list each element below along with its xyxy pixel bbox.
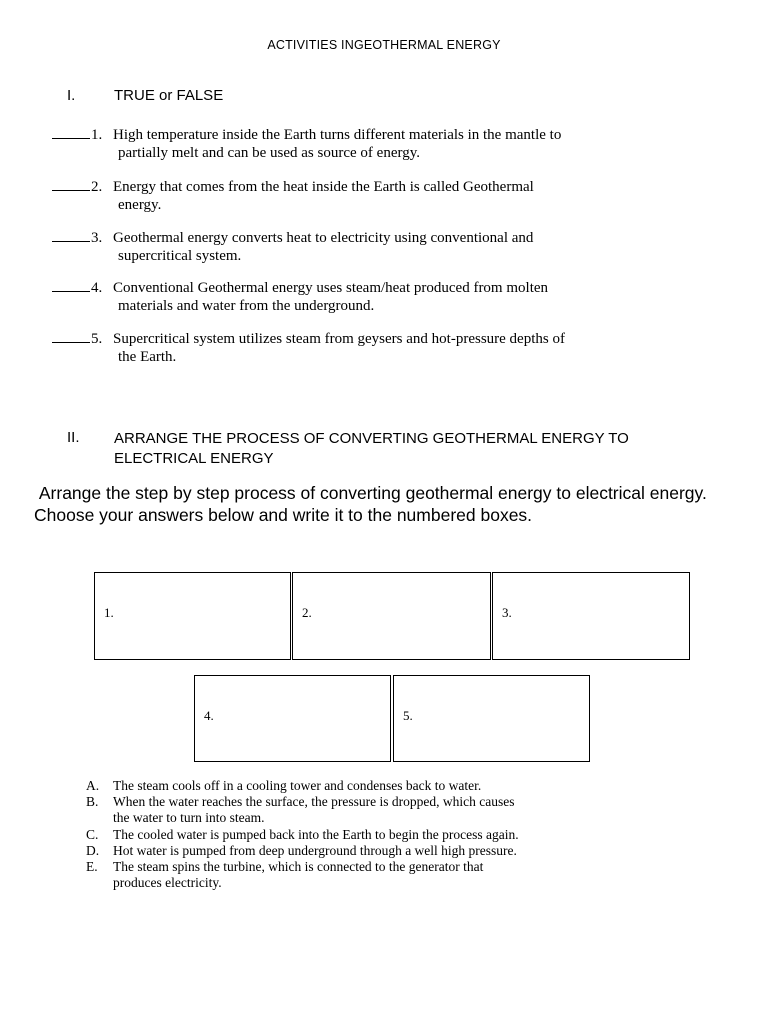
- tf-item-text-cont: energy.: [118, 197, 162, 213]
- section-1-heading: TRUE or FALSE: [114, 87, 224, 104]
- choice-item: B. When the water reaches the surface, the pressure is dropped, which causes: [86, 794, 515, 810]
- tf-item-text-cont: the Earth.: [118, 349, 177, 365]
- tf-item-text: High temperature inside the Earth turns different materials in the mantle to: [113, 127, 562, 143]
- instructions: Arrange the step by step process of converting geothermal energy to electrical energy. Choose your answers below and write it to the numbered boxes.: [34, 483, 712, 525]
- choice-item: E. The steam spins the turbine, which is connected to the generator that: [86, 859, 484, 875]
- tf-item: 5. Supercritical system utilizes steam from geysers and hot-pressure depths of the Earth.: [52, 330, 724, 366]
- answer-blank[interactable]: [52, 279, 90, 292]
- tf-item-text: Conventional Geothermal energy uses steam/heat produced from molten: [113, 280, 549, 296]
- tf-item: 4. Conventional Geothermal energy uses steam/heat produced from molten materials and water from the underground.: [52, 279, 724, 315]
- section-2-heading: ARRANGE THE PROCESS OF CONVERTING GEOTHERMAL ENERGY TO ELECTRICAL ENERGY: [114, 430, 629, 467]
- page-title: ACTIVITIES INGEOTHERMAL ENERGY: [267, 38, 501, 52]
- section-2-number: II.: [67, 429, 80, 446]
- choices-list: A. The steam cools off in a cooling tower and condenses back to water. B. When the water reaches the surface, the pressure is dropped, which causes the water to turn into steam. C. The cooled water is pumped back into the Earth to begin the process again. D. Hot water is pumped from deep underground through a well high pressure. E. The steam spins the turbine, which is connected to the generator that produces electricity.: [86, 778, 728, 891]
- tf-item-text-cont: materials and water from the underground.: [118, 298, 375, 314]
- choice-item: D. Hot water is pumped from deep underground through a well high pressure.: [86, 842, 517, 858]
- tf-item-text-cont: partially melt and can be used as source of energy.: [118, 145, 420, 161]
- answer-box-4[interactable]: 4.: [194, 675, 391, 762]
- choice-item: C. The cooled water is pumped back into the Earth to begin the process again.: [86, 826, 519, 842]
- tf-item-text: Energy that comes from the heat inside the Earth is called Geothermal: [113, 179, 534, 195]
- tf-item: 2. Energy that comes from the heat inside the Earth is called Geothermal energy.: [52, 178, 724, 214]
- tf-item-text: Supercritical system utilizes steam from geysers and hot-pressure depths of: [113, 331, 565, 347]
- choice-item: A. The steam cools off in a cooling tower and condenses back to water.: [86, 778, 482, 793]
- answer-box-5[interactable]: 5.: [393, 675, 590, 762]
- tf-item: 3. Geothermal energy converts heat to electricity using conventional and supercritical system.: [52, 229, 724, 265]
- tf-item: 1. High temperature inside the Earth turns different materials in the mantle to partially melt and can be used as source of energy.: [52, 126, 724, 162]
- answer-blank[interactable]: [52, 330, 90, 343]
- tf-item-text: Geothermal energy converts heat to electricity using conventional and: [113, 230, 534, 246]
- section-1-number: I.: [67, 87, 76, 104]
- answer-blank[interactable]: [52, 178, 90, 191]
- answer-box-1[interactable]: 1.: [94, 572, 291, 660]
- answer-box-3[interactable]: 3.: [492, 572, 690, 660]
- answer-blank[interactable]: [52, 126, 90, 139]
- answer-blank[interactable]: [52, 229, 90, 242]
- tf-item-text-cont: supercritical system.: [118, 248, 242, 264]
- answer-box-2[interactable]: 2.: [292, 572, 491, 660]
